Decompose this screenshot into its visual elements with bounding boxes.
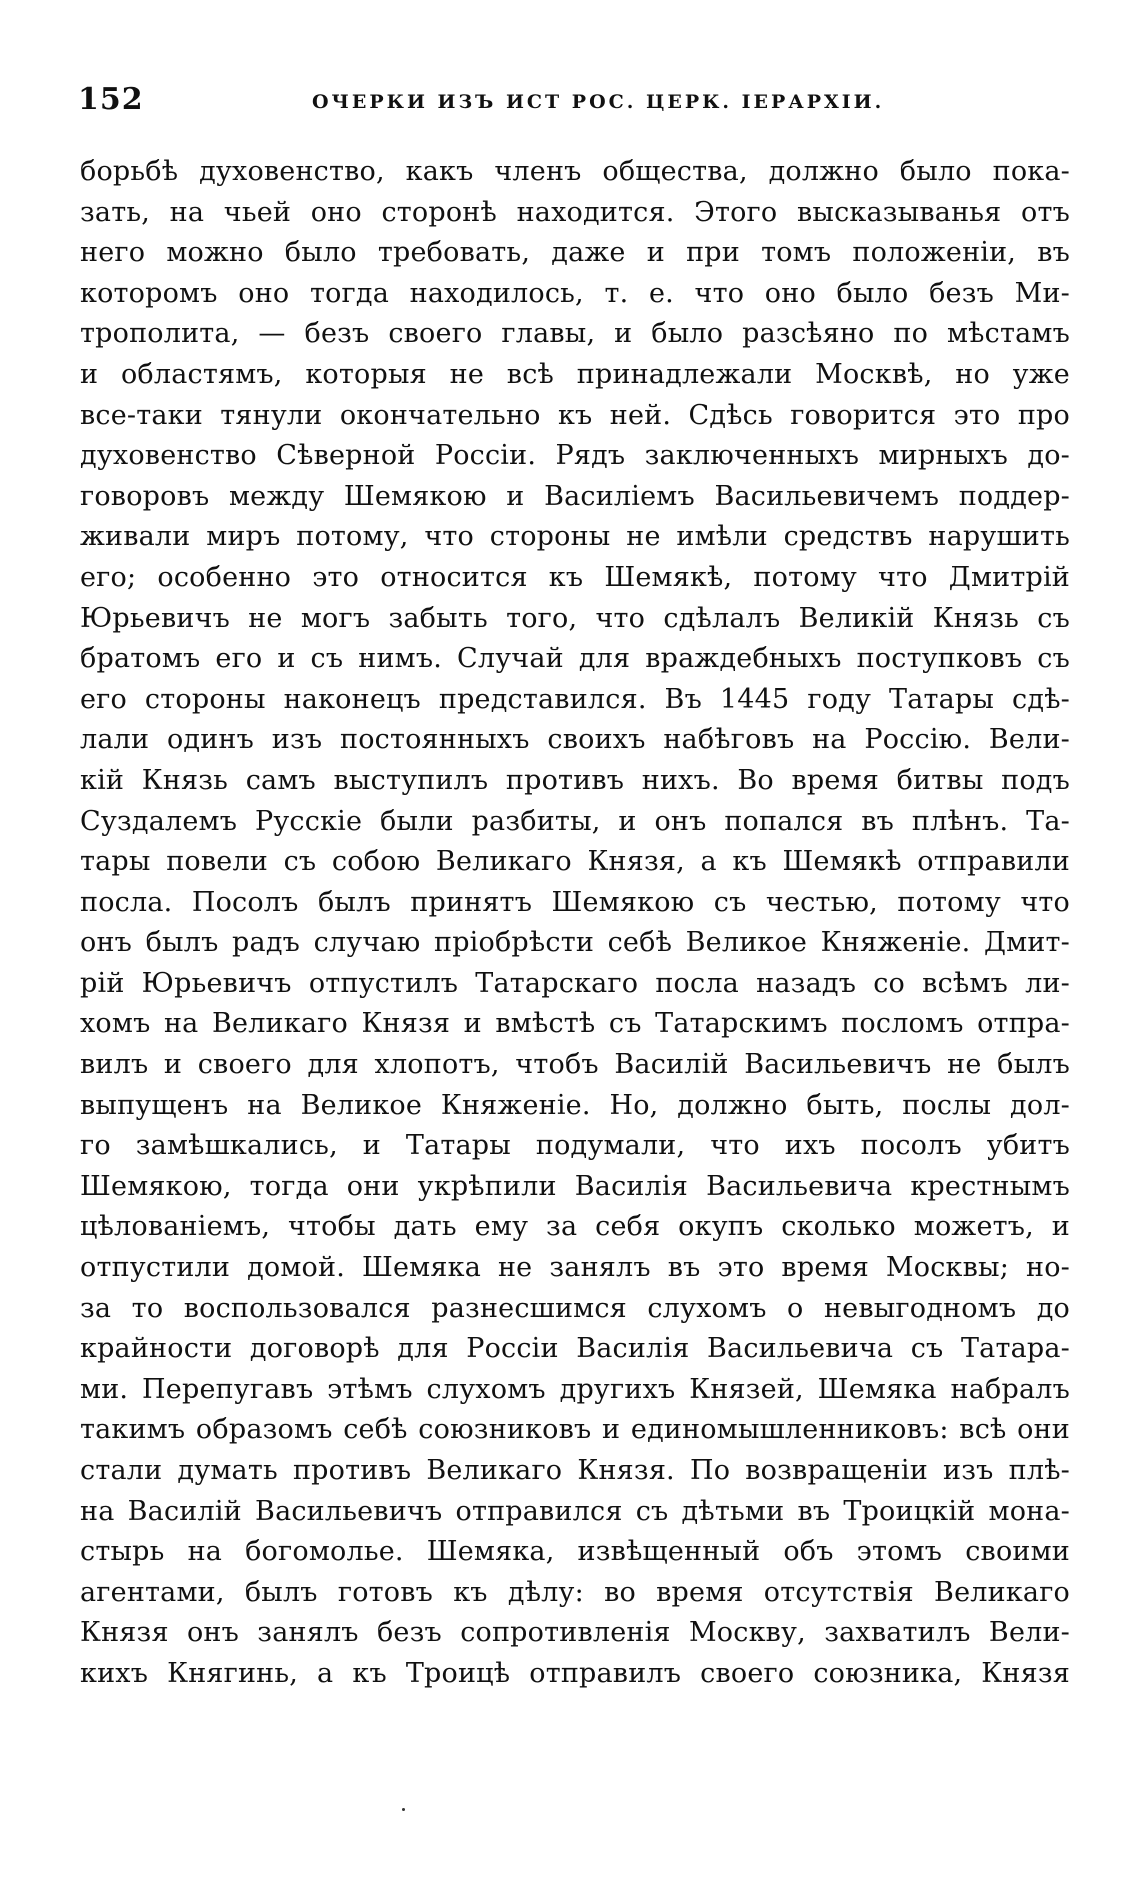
text-line: все-таки тянули окончательно къ ней. Сдѣсь говорится это про <box>80 399 1070 431</box>
text-line: онъ былъ радъ случаю прiобрѣсти себѣ Великое Княженiе. Дмит- <box>80 927 1070 959</box>
text-line: тары повели съ собою Великаго Князя, а къ Шемякѣ отправили <box>80 846 1070 878</box>
text-line: Суздалемъ Русскiе были разбиты, и онъ попался въ плѣнъ. Та- <box>80 805 1070 837</box>
page-number: 152 <box>78 82 144 117</box>
text-line: такимъ образомъ себѣ союзниковъ и единомышленниковъ: всѣ они <box>80 1414 1070 1446</box>
text-line: зать, на чьей оно сторонѣ находится. Этого высказыванья отъ <box>80 196 1070 228</box>
text-line: вилъ и своего для хлопотъ, чтобъ Василiй Васильевичъ не былъ <box>80 1049 1070 1081</box>
text-line: борьбѣ духовенство, какъ членъ общества, должно было пока- <box>80 156 1070 187</box>
text-line: выпущенъ на Великое Княженiе. Но, должно быть, послы дол- <box>80 1089 1070 1121</box>
text-line: го замѣшкались, и Татары подумали, что ихъ посолъ убитъ <box>80 1130 1070 1162</box>
text-line: и областямъ, которыя не всѣ принадлежали Москвѣ, но уже <box>80 358 1070 390</box>
text-line: Юрьевичъ не могъ забыть того, что сдѣлалъ Великiй Князь съ <box>80 602 1070 634</box>
text-line: Князя онъ занялъ безъ сопротивленiя Москву, захватилъ Вели- <box>80 1617 1070 1649</box>
text-line: ми. Перепугавъ этѣмъ слухомъ другихъ Князей, Шемяка набралъ <box>80 1373 1070 1405</box>
text-line: хомъ на Великаго Князя и вмѣстѣ съ Татарскимъ посломъ отпра- <box>80 1008 1070 1040</box>
text-line: которомъ оно тогда находилось, т. е. что оно было безъ Ми- <box>80 277 1070 309</box>
text-line: лали одинъ изъ постоянныхъ своихъ набѣговъ на Россiю. Вели- <box>80 724 1070 756</box>
text-line: говоровъ между Шемякою и Василiемъ Васильевичемъ поддер- <box>80 480 1070 512</box>
text-line: его; особенно это относится къ Шемякѣ, потому что Дмитрiй <box>80 561 1070 593</box>
text-line: стали думать противъ Великаго Князя. По возвращенiи изъ плѣ- <box>80 1455 1070 1486</box>
text-line: кихъ Княгинь, а къ Троицѣ отправилъ своего союзника, Князя <box>80 1657 1070 1689</box>
text-line: братомъ его и съ нимъ. Случай для враждебныхъ поступковъ съ <box>80 643 1070 675</box>
text-line: рiй Юрьевичъ отпустилъ Татарскаго посла назадъ со всѣмъ ли- <box>80 967 1070 999</box>
body-text <box>80 152 1070 1695</box>
text-line: агентами, былъ готовъ къ дѣлу: во время отсутствiя Великаго <box>80 1576 1070 1608</box>
text-line: трополита, — безъ своего главы, и было разсѣяно по мѣстамъ <box>80 318 1070 350</box>
text-line: кiй Князь самъ выступилъ противъ нихъ. Во время битвы подъ <box>80 764 1070 796</box>
text-line: Шемякою, тогда они укрѣпили Василiя Васильевича крестнымъ <box>80 1170 1070 1202</box>
text-line: на Василiй Васильевичъ отправился съ дѣтьми въ Троицкiй мона- <box>80 1495 1070 1527</box>
text-line: него можно было требовать, даже и при томъ положенiи, въ <box>80 237 1070 269</box>
running-head: ОЧЕРКИ ИЗЪ ИСТ РОС. ЦЕРК. IЕРАРХIИ. <box>312 91 885 113</box>
text-line: его стороны наконецъ представился. Въ 1445 году Татары сдѣ- <box>80 683 1070 715</box>
text-line: посла. Посолъ былъ принятъ Шемякою съ честью, потому что <box>80 886 1070 918</box>
text-line: отпустили домой. Шемяка не занялъ въ это время Москвы; но- <box>80 1252 1070 1284</box>
text-line: за то воспользовался разнесшимся слухомъ о невыгодномъ до <box>80 1292 1070 1324</box>
text-line: духовенство Сѣверной Россiи. Рядъ заключенныхъ мирныхъ до- <box>80 440 1070 472</box>
text-line: живали миръ потому, что стороны не имѣли средствъ нарушить <box>80 521 1070 553</box>
text-line: крайности договорѣ для Россiи Василiя Васильевича съ Татара- <box>80 1333 1070 1365</box>
text-line: цѣлованiемъ, чтобы дать ему за себя окупъ сколько можетъ, и <box>80 1211 1070 1243</box>
text-line: стырь на богомолье. Шемяка, извѣщенный объ этомъ своими <box>80 1536 1070 1568</box>
print-speck <box>402 1808 405 1811</box>
